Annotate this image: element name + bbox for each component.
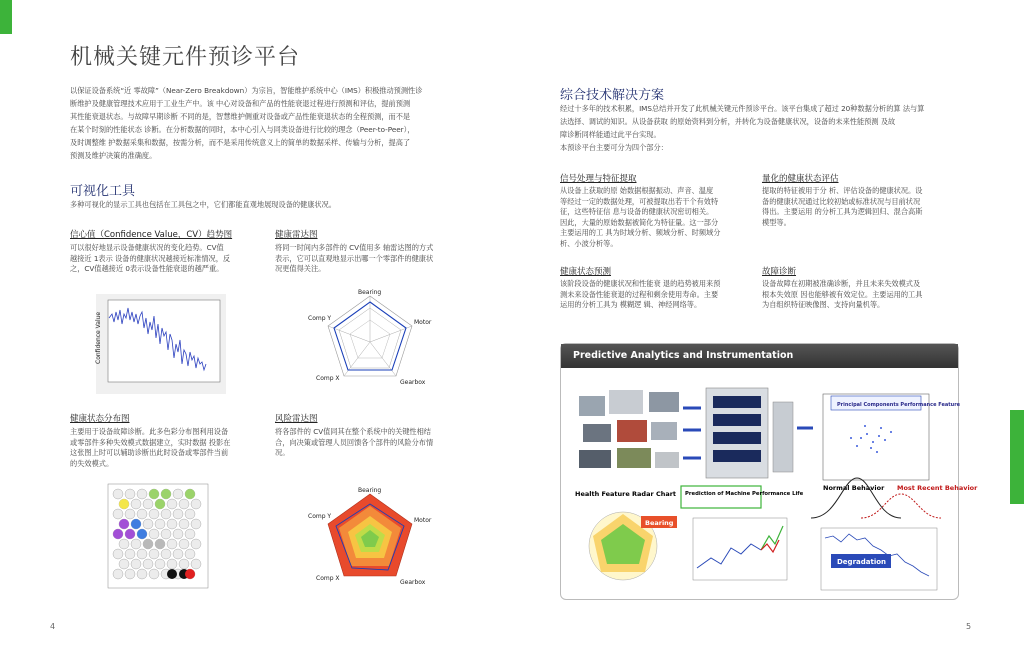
- viz-heading: 可视化工具: [70, 184, 136, 199]
- recent-label: Most Recent Behavior: [897, 484, 978, 492]
- green-edge-tab-top-left: [0, 0, 12, 34]
- dist-heading: 健康状态分布图: [70, 414, 130, 424]
- normal-label: Normal Behavior: [823, 484, 885, 492]
- degradation-label: Degradation: [837, 558, 887, 566]
- risk-label-gearbox: Gearbox: [400, 579, 426, 586]
- risk-label-bearing: Bearing: [358, 487, 382, 494]
- page-title: 机械关键元件预诊平台: [70, 45, 301, 70]
- intro-paragraph: 以保证设备系统“近 零故障”（Near-Zero Breakdown）为宗旨，智能维护系统中心（IMS）积极推动预测性诊 断维护及健康管理技术应用于工业生产中。该 中心对设备和产品的性能衰退过程进行预测和评估，提前预测 其性能衰退状态。与故障早期诊断 不同的是，智慧维护侧重对设备或产品性能衰退状态的全程预测，而不是 在某个时刻的性能状态 诊断。在分析数据的同时，本中心引入与同类设备进行比较的理念（Peer-to-Peer）， 及时调整维 护数据采集和数据，按需分析，而不是采用传统意义上的简单的数据采样、传输与分析，提高了 预测及维护决策的准确度。: [70, 86, 423, 160]
- tech-text: 经过十多年的技术积累，IMS总结并开发了此机械关键元件预诊平台。该平台集成了超过 20种数据分析的算 法与算 法选择、调试的知识。从设备获取 的原始资料到分析，并转化为设备健康状况，设备的未来性能预测 及故 障诊断同样能通过此平台实现。 本预诊平台主要可分为四个部分：: [560, 104, 925, 152]
- radar-label-motor: Motor: [414, 319, 432, 326]
- dist-text: 主要用于设备故障诊断。此多色彩分布图利用设备 或零部件多种失效模式数据建立，实时数据 投影在 这张图上时可以辅助诊断出此时设备或零部件当前 的失效模式。: [70, 427, 231, 468]
- radar-label-comp-x: Comp X: [316, 375, 340, 382]
- risk-radar-chart: [308, 484, 438, 588]
- health-distribution-map: [108, 484, 208, 588]
- signal-text: 从设备上获取的原 始数据根据振动、声音、温度 等经过一定的数据处理，可被提取出若干个有效特 征，这些特征信 息与设备的健康状况密切相关。 因此，大量的原始数据被简化为特征量。这一部分 主要运用的工 具为时域分析、频域分析、时频域分 析、小波分析等。: [560, 186, 721, 248]
- pca-label: Principal Components Performance Feature: [837, 402, 961, 408]
- cv-heading: 信心值（Confidence Value，CV）趋势图: [70, 230, 233, 240]
- quant-text: 提取的特征被用于分 析、评估设备的健康状况。设 备的健康状况通过比较初始或标准状况与目前状况 得出。主要运用 的分析工具为逻辑回归、混合高斯 模型等。: [762, 186, 923, 227]
- risk-text: 将各部件的 CV值同其在整个系统中的关键性相结 合，向决策或管理人员回馈各个部件的风险分布情 况。: [275, 427, 434, 457]
- risk-label-comp-x: Comp X: [316, 575, 340, 582]
- pa-header: Predictive Analytics and Instrumentation: [561, 344, 958, 368]
- predict-heading: 健康状态预测: [560, 267, 612, 277]
- risk-label-comp-y: Comp Y: [308, 513, 332, 520]
- predictive-analytics-panel: [560, 343, 978, 600]
- bearing-label: Bearing: [645, 519, 674, 527]
- risk-label-motor: Motor: [414, 517, 432, 524]
- pa-illustration: [561, 368, 978, 599]
- cv-trend-chart: [96, 294, 226, 394]
- predict-text: 该阶段设备的健康状况和性能衰 退的趋势被用来预 测未来设备性能衰退的过程和剩余使用寿命。主要 运用的分析工具为 模糊逻 辑、神经网络等。: [560, 279, 721, 309]
- signal-heading: 信号处理与特征提取: [560, 174, 637, 184]
- radar-heading: 健康雷达图: [275, 230, 318, 240]
- radar-chart-label: Health Feature Radar Chart: [575, 490, 677, 498]
- tech-heading: 综合技术解决方案: [560, 88, 665, 103]
- diag-heading: 故障诊断: [762, 267, 797, 277]
- equipment-icons: [579, 390, 679, 468]
- page-number-right: 5: [966, 622, 972, 631]
- green-edge-tab-right: [1010, 410, 1024, 504]
- risk-heading: 风险雷达图: [275, 414, 318, 424]
- radar-text: 将同一时间内多部件的 CV值用多 轴雷达图的方式 表示，它可以直观地显示出哪一个零部件的健康状 况更值得关注。: [275, 243, 434, 273]
- quant-heading: 量化的健康状态评估: [762, 174, 839, 184]
- prediction-label: Prediction of Machine Performance Life: [685, 491, 804, 497]
- cv-text: 可以很好地显示设备健康状况的变化趋势。CV值 越接近 1表示 设备的健康状况越接近标准情况，反 之，CV值越接近 0表示设备性能衰退的越严重。: [70, 243, 231, 273]
- radar-label-bearing: Bearing: [358, 289, 382, 296]
- cv-axis-label: Confidence Value: [95, 311, 102, 364]
- diag-text: 设备故障在初期被准确诊断，并且未来失效模式及 根本失效原 因也能够被有效定位。主要运用的工具 为自组织特征映像图、支持向量机等。: [762, 279, 923, 309]
- radar-label-comp-y: Comp Y: [308, 315, 332, 322]
- page-number-left: 4: [50, 622, 56, 631]
- health-radar-chart: [308, 288, 438, 388]
- viz-desc: 多种可视化的显示工具也包括在工具包之中，它们都能直观地展现设备的健康状况。: [70, 200, 336, 209]
- radar-label-gearbox: Gearbox: [400, 379, 426, 386]
